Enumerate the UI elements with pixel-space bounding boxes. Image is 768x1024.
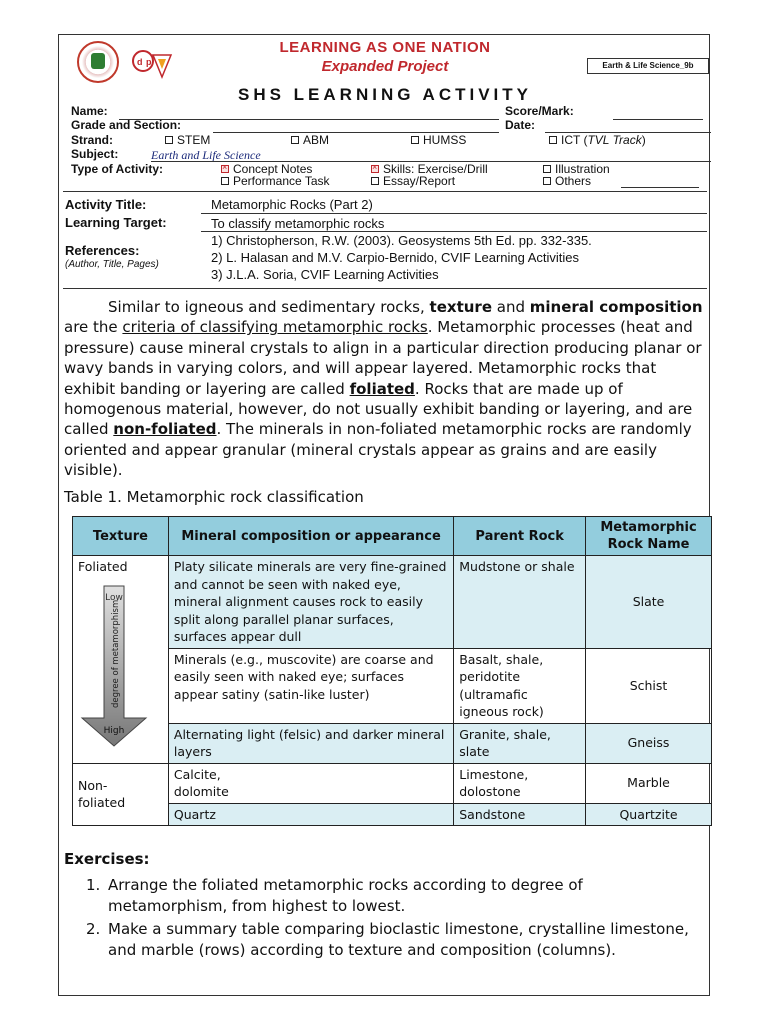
- type-others[interactable]: Others: [543, 174, 591, 188]
- table-row: [73, 556, 712, 649]
- learning-target-value: To classify metamorphic rocks: [211, 216, 385, 231]
- parent-rock-cell: Mudstone or shale: [454, 556, 586, 649]
- parent-rock-cell: Basalt, shale, peridotite (ultramafic igneous rock): [454, 648, 586, 723]
- parent-rock-cell: Sandstone: [454, 803, 586, 826]
- ict-checkbox[interactable]: [549, 136, 557, 144]
- score-field[interactable]: [613, 119, 703, 120]
- date-label: Date:: [505, 118, 536, 132]
- others-field[interactable]: [621, 187, 699, 188]
- ict-line: [565, 132, 711, 133]
- header-texture: Texture: [73, 517, 169, 556]
- foliated-label: Foliated: [78, 559, 128, 574]
- type-concept-notes[interactable]: × Concept Notes: [221, 162, 312, 176]
- divider-2: [63, 288, 707, 289]
- arrow-high-label: High: [103, 726, 125, 736]
- type-performance-task[interactable]: Performance Task: [221, 174, 330, 188]
- header-rock-name: Metamorphic Rock Name: [586, 517, 712, 556]
- program-title: LEARNING AS ONE NATION: [279, 39, 491, 56]
- activity-heading: SHS LEARNING ACTIVITY: [238, 85, 532, 104]
- subject-value: Earth and Life Science: [151, 148, 261, 162]
- abm-checkbox[interactable]: [291, 136, 299, 144]
- svg-text:d: d: [137, 57, 143, 67]
- essay-checkbox[interactable]: [371, 177, 379, 185]
- references-note: (Author, Title, Pages): [65, 259, 159, 270]
- intro-paragraph: Similar to igneous and sedimentary rocks, texture and mineral composition are the criteria of classifying metamorphic rocks. Metamorphic processes (heat and pressure) cause mineral crystals to align in a particular direction producing planar or wavy bands in varying colors, and will appear layered. Metamorphic rocks that exhibit banding or layering are called foliated. Rocks that are made up of homogenous material, however, do not usually exhibit banding or layering, and are called non-foliated. The minerals in non-foliated metamorphic rocks are randomly oriented and appear granular (mineral crystals appear as grains and are easily visible).: [64, 298, 703, 480]
- score-label: Score/Mark:: [505, 104, 574, 118]
- nonfoliated-label: Non- foliated: [73, 763, 169, 826]
- parent-rock-cell: Granite, shale, slate: [454, 723, 586, 763]
- type-illustration[interactable]: Illustration: [543, 162, 610, 176]
- others-checkbox[interactable]: [543, 177, 551, 185]
- rock-name-cell: Marble: [586, 763, 712, 803]
- rock-name-cell: Gneiss: [586, 723, 712, 763]
- composition-cell: Platy silicate minerals are very fine-grained and cannot be seen with naked eye, mineral alignment causes rock to easily split along parallel planar surfaces, surfaces appear dull: [168, 556, 453, 649]
- exercise-list: [86, 875, 696, 963]
- degree-arrow-icon: [78, 582, 150, 748]
- subject-code-box: Earth & Life Science_9b: [587, 58, 709, 74]
- exercises-title: Exercises:: [64, 850, 150, 868]
- reference-3: 3) J.L.A. Soria, CVIF Learning Activities: [211, 267, 439, 282]
- composition-cell: Alternating light (felsic) and darker mineral layers: [168, 723, 453, 763]
- learning-target-label: Learning Target:: [65, 215, 167, 230]
- grade-section-label: Grade and Section:: [71, 118, 182, 132]
- title-line: [201, 213, 707, 214]
- composition-cell: Minerals (e.g., muscovite) are coarse and easily seen with naked eye; surfaces appear satiny (satin-like luster): [168, 648, 453, 723]
- arrow-low-label: Low: [105, 593, 123, 603]
- foliated-cell: [73, 556, 169, 764]
- composition-cell: Calcite, dolomite: [168, 763, 453, 803]
- references-label: References:: [65, 243, 140, 258]
- exercise-item: 2. Make a summary table comparing bioclastic limestone, crystalline limestone, and marble (rows) according to texture and composition (columns).: [86, 920, 689, 959]
- rock-name-cell: Quartzite: [586, 803, 712, 826]
- table-row: [73, 803, 712, 826]
- header-parent-rock: Parent Rock: [454, 517, 586, 556]
- reference-2: 2) L. Halasan and M.V. Carpio-Bernido, CVIF Learning Activities: [211, 250, 580, 265]
- header-composition: Mineral composition or appearance: [168, 517, 453, 556]
- activity-sheet: [58, 34, 710, 996]
- type-essay[interactable]: Essay/Report: [371, 174, 455, 188]
- humss-checkbox[interactable]: [411, 136, 419, 144]
- stem-checkbox[interactable]: [165, 136, 173, 144]
- target-line: [201, 231, 707, 232]
- activity-title-label: Activity Title:: [65, 197, 147, 212]
- strand-humss[interactable]: HUMSS: [411, 133, 466, 147]
- activity-type-label: Type of Activity:: [71, 162, 164, 176]
- strand-ict[interactable]: ICT (TVL Track): [549, 133, 646, 147]
- svg-text:p: p: [146, 57, 152, 67]
- strand-stem[interactable]: STEM: [165, 133, 210, 147]
- reference-1: 1) Christopherson, R.W. (2003). Geosystems 5th Ed. pp. 332-335.: [211, 233, 592, 248]
- type-skills[interactable]: × Skills: Exercise/Drill: [371, 162, 488, 176]
- exercise-item: 1. Arrange the foliated metamorphic rocks according to degree of metamorphism, from highest to lowest.: [86, 876, 583, 915]
- program-subtitle: Expanded Project: [321, 58, 449, 75]
- illustration-checkbox[interactable]: [543, 165, 551, 173]
- name-label: Name:: [71, 104, 108, 118]
- table-header-row: [73, 517, 712, 556]
- table-caption: Table 1. Metamorphic rock classification: [64, 488, 364, 506]
- performance-task-checkbox[interactable]: [221, 177, 229, 185]
- strand-label: Strand:: [71, 133, 113, 147]
- parent-rock-cell: Limestone, dolostone: [454, 763, 586, 803]
- rock-name-cell: Slate: [586, 556, 712, 649]
- skills-checkbox[interactable]: [371, 165, 379, 173]
- rock-name-cell: Schist: [586, 648, 712, 723]
- arrow-axis-label: degree of metamorphism: [111, 599, 121, 708]
- strand-abm[interactable]: ABM: [291, 133, 329, 147]
- composition-cell: Quartz: [168, 803, 453, 826]
- table-row: [73, 763, 712, 803]
- concept-notes-checkbox[interactable]: [221, 165, 229, 173]
- subject-label: Subject:: [71, 147, 119, 161]
- divider: [63, 191, 707, 192]
- activity-title-value: Metamorphic Rocks (Part 2): [211, 197, 373, 212]
- metamorphic-rock-table: [72, 516, 712, 826]
